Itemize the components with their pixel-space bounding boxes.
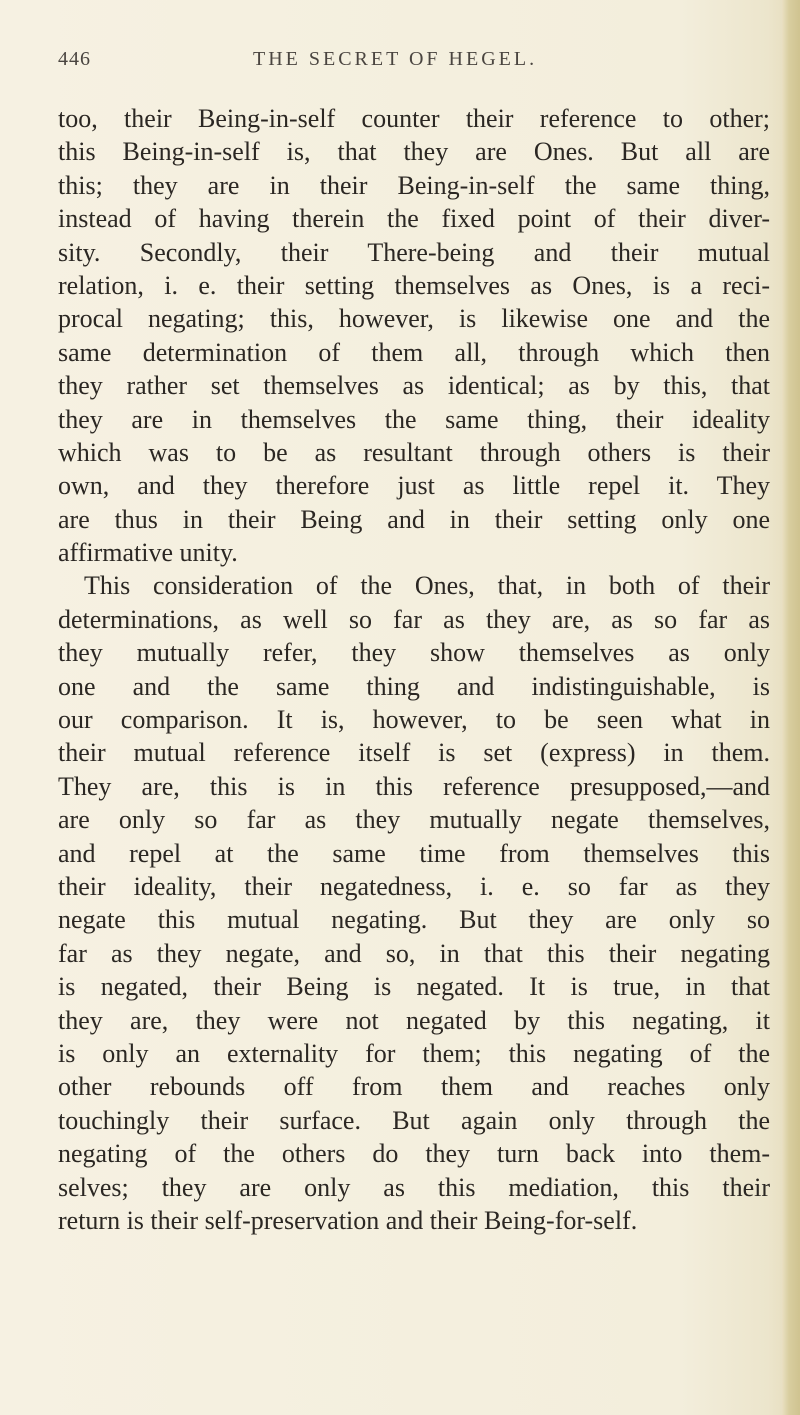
text-line: this Being-in-self is, that they are Ones. But all are [58,137,770,167]
text-line: This consideration of the Ones, that, in both of their [84,571,770,601]
text-line: our comparison. It is, however, to be seen what in [58,705,770,735]
page-number: 446 [58,48,91,70]
text-line: touchingly their surface. But again only through the [58,1105,770,1135]
text-line: negating of the others do they turn back into them- [58,1139,770,1169]
text-line: determinations, as well so far as they are, as so far as [58,604,770,634]
text-line: which was to be as resultant through others is their [58,437,770,467]
text-line: they rather set themselves as identical; as by this, that [58,371,770,401]
text-line: return is their self-preservation and their Being-for-self. [58,1205,638,1235]
text-line: they are, they were not negated by this negating, it [58,1005,770,1035]
running-title: THE SECRET OF HEGEL. [253,48,538,70]
text-line: negate this mutual negating. But they are only so [58,905,770,935]
running-head [58,48,758,80]
text-line: far as they negate, and so, in that this their negating [58,938,770,968]
text-line: affirmative unity. [58,538,238,568]
text-line: are thus in their Being and in their setting only one [58,504,770,534]
text-line: too, their Being-in-self counter their reference to other; [58,104,770,133]
page-edge [782,0,800,1415]
text-line: and repel at the same time from themselves this [58,838,770,868]
text-line: is only an externality for them; this negating of the [58,1038,770,1068]
text-line: relation, i. e. their setting themselves as Ones, is a reci- [58,270,770,300]
text-line: other rebounds off from them and reaches only [58,1072,770,1102]
text-line: own, and they therefore just as little repel it. They [58,471,770,501]
text-line: is negated, their Being is negated. It is true, in that [58,972,770,1002]
text-line: they are in themselves the same thing, their ideality [58,404,770,434]
text-line: procal negating; this, however, is likewise one and the [58,304,770,334]
text-line: selves; they are only as this mediation, this their [58,1172,770,1202]
text-line: this; they are in their Being-in-self the same thing, [58,170,770,200]
text-line: are only so far as they mutually negate themselves, [58,805,770,835]
text-line: their mutual reference itself is set (express) in them. [58,738,770,768]
text-line: they mutually refer, they show themselves as only [58,638,770,668]
body-text [58,102,770,1237]
text-line: one and the same thing and indistinguishable, is [58,671,770,701]
text-line: their ideality, their negatedness, i. e. so far as they [58,871,770,901]
text-line: They are, this is in this reference presupposed,—and [58,771,770,801]
text-line: same determination of them all, through which then [58,337,770,367]
text-line: sity. Secondly, their There-being and their mutual [58,237,770,267]
text-line: instead of having therein the fixed point of their diver- [58,204,770,234]
